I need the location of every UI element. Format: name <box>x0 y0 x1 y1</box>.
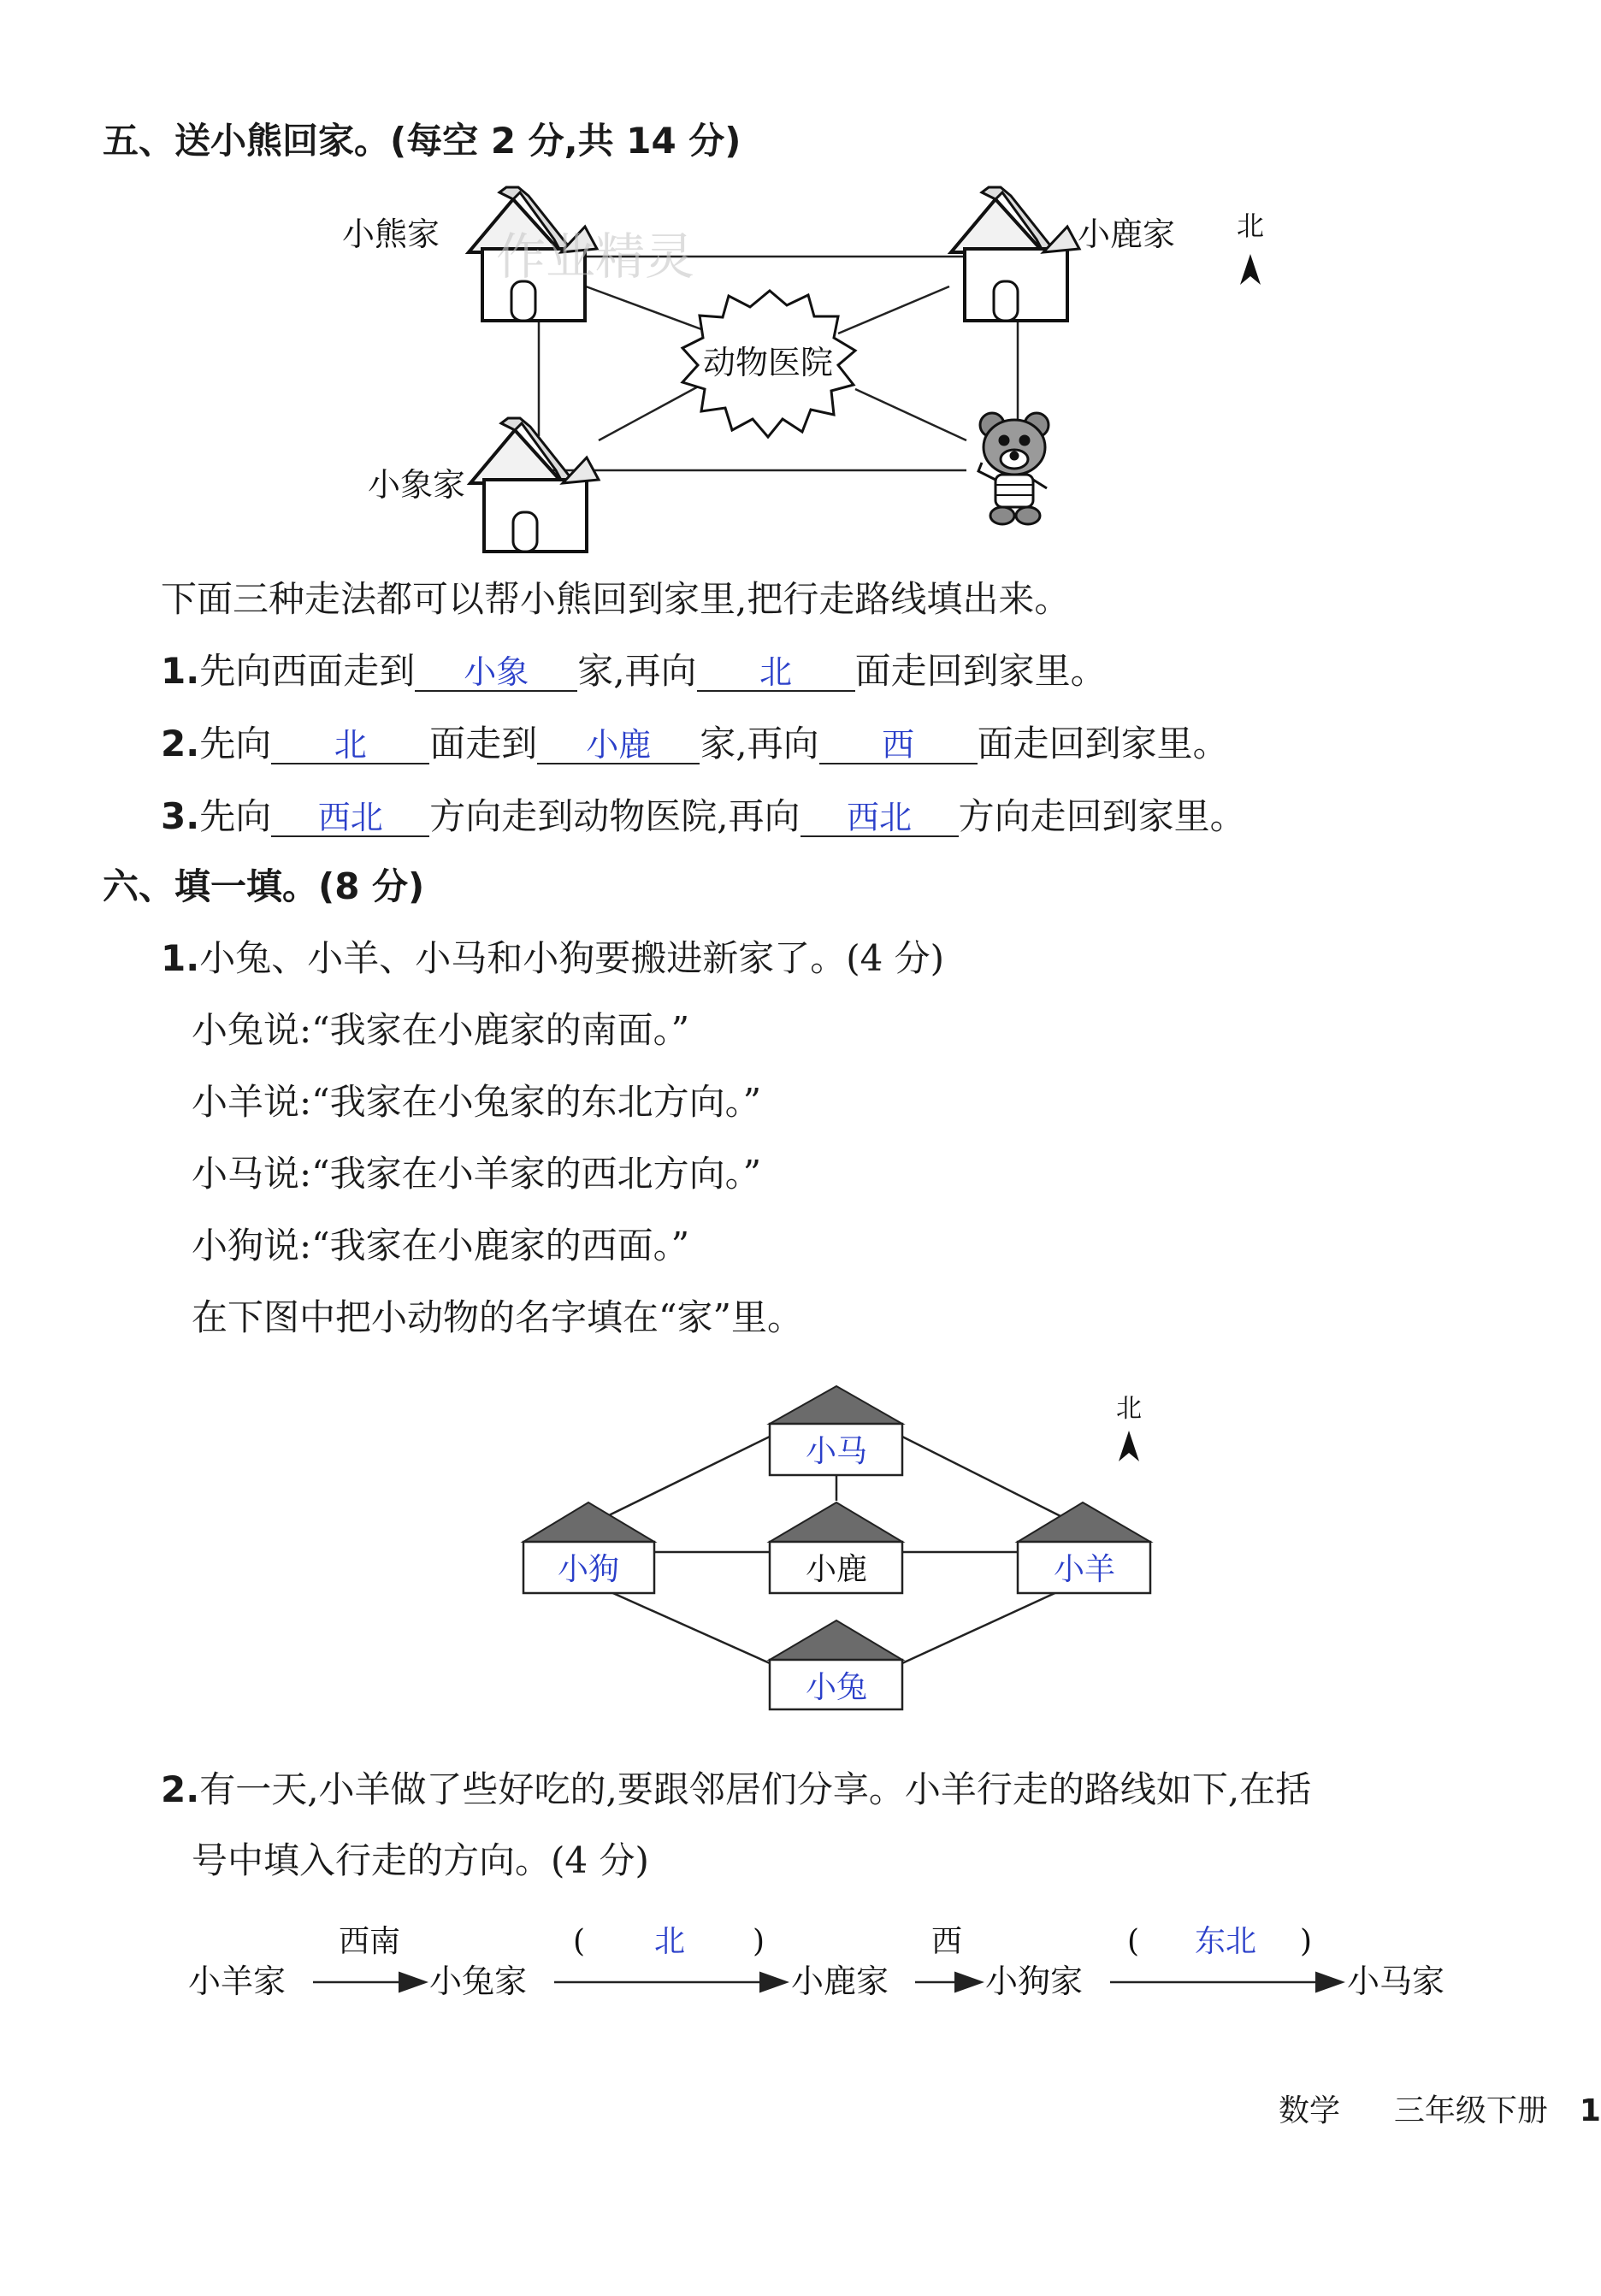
map-figure <box>342 175 1309 543</box>
route-answer[interactable]: 北 <box>653 1924 686 1959</box>
house-label-left[interactable]: 小狗 <box>557 1552 620 1587</box>
section6-q2-line1 <box>161 1762 1311 1813</box>
statement-line: 在下图中把小动物的名字填在“家”里。 <box>192 1296 803 1338</box>
answer-blank[interactable]: 北 <box>271 729 429 764</box>
house-label-right[interactable]: 小羊 <box>1053 1552 1116 1587</box>
hospital-label: 动物医院 <box>702 344 834 381</box>
elephant-house-icon <box>470 418 599 552</box>
houses-diagram <box>513 1381 1163 1715</box>
house-center <box>770 1502 902 1593</box>
q-text: 先向西面走到 <box>199 650 416 692</box>
bear-icon <box>978 413 1049 524</box>
house-left <box>523 1502 654 1593</box>
answer-blank[interactable]: 西北 <box>800 801 959 837</box>
q-text: 面走回到家里。 <box>854 650 1107 692</box>
route-direction: 西 <box>930 1924 963 1959</box>
house-right <box>1018 1502 1150 1593</box>
north-arrow-icon <box>1119 1431 1139 1461</box>
elephant-home-label: 小象家 <box>368 466 466 504</box>
footer-page-number: 1 <box>1579 2093 1601 2128</box>
paren-close: ) <box>753 1924 765 1959</box>
house-bottom <box>770 1620 902 1709</box>
footer-grade: 三年级下册 <box>1393 2093 1548 2128</box>
bear-home-label: 小熊家 <box>342 215 440 253</box>
route-diagram <box>188 1915 1488 2010</box>
q-text: 方向走到动物医院,再向 <box>429 795 800 837</box>
section5-q3 <box>161 788 1246 840</box>
q-number: 2. <box>161 1768 200 1810</box>
route-node: 小鹿家 <box>791 1963 889 2000</box>
watermark: 作业精灵 <box>496 227 695 286</box>
footer <box>1279 2086 1601 2130</box>
route-direction: 西南 <box>338 1924 401 1959</box>
route-node: 小狗家 <box>985 1963 1084 2000</box>
paren-open: ( <box>573 1924 586 1959</box>
north-label: 北 <box>1116 1394 1142 1424</box>
house-label-bottom[interactable]: 小兔 <box>805 1670 868 1705</box>
section5-title: 五、送小熊回家。(每空 2 分,共 14 分) <box>103 120 741 162</box>
answer-blank[interactable]: 小象 <box>415 656 577 692</box>
q-text: 先向 <box>199 795 272 837</box>
answer-blank[interactable]: 西北 <box>271 801 429 837</box>
route-answer[interactable]: 东北 <box>1194 1924 1257 1959</box>
section6-q2-line2: 号中填入行走的方向。(4 分) <box>192 1839 649 1881</box>
route-node: 小羊家 <box>188 1963 287 2000</box>
section6-q1-text <box>161 930 944 982</box>
section5-q1 <box>161 643 1107 694</box>
q-text: 有一天,小羊做了些好吃的,要跟邻居们分享。小羊行走的路线如下,在括 <box>199 1768 1312 1810</box>
paren-close: ) <box>1300 1924 1313 1959</box>
answer-blank[interactable]: 小鹿 <box>537 729 700 764</box>
house-label-center: 小鹿 <box>805 1552 868 1587</box>
deer-home-label: 小鹿家 <box>1078 215 1176 253</box>
section6-title: 六、填一填。(8 分) <box>103 865 425 907</box>
section5-intro: 下面三种走法都可以帮小熊回到家里,把行走路线填出来。 <box>161 578 1071 620</box>
answer-blank[interactable]: 西 <box>819 729 978 764</box>
deer-house-icon <box>951 187 1079 321</box>
footer-subject: 数学 <box>1279 2093 1341 2128</box>
q-number: 1. <box>161 937 200 979</box>
q-text: 面走到 <box>429 723 538 764</box>
statement-line: 小狗说:“我家在小鹿家的西面。” <box>192 1225 690 1266</box>
answer-blank[interactable]: 北 <box>697 656 855 692</box>
q-text: 面走回到家里。 <box>977 723 1229 764</box>
house-top <box>770 1386 902 1475</box>
q-number: 3. <box>161 795 200 837</box>
q-text: 先向 <box>199 723 272 764</box>
paren-open: ( <box>1127 1924 1140 1959</box>
north-label: 北 <box>1236 210 1265 242</box>
statement-line: 小兔说:“我家在小鹿家的南面。” <box>192 1009 690 1051</box>
route-node: 小马家 <box>1347 1963 1445 2000</box>
statement-line: 小马说:“我家在小羊家的西北方向。” <box>192 1153 762 1195</box>
q-text: 家,再向 <box>700 723 819 764</box>
q-number: 2. <box>161 723 200 764</box>
q-text: 家,再向 <box>577 650 697 692</box>
q-text: 小兔、小羊、小马和小狗要搬进新家了。(4 分) <box>199 937 945 979</box>
q-number: 1. <box>161 650 200 692</box>
q-text: 方向走回到家里。 <box>958 795 1246 837</box>
house-label-top[interactable]: 小马 <box>805 1434 868 1469</box>
north-arrow-icon <box>1240 254 1261 285</box>
statement-line: 小羊说:“我家在小兔家的东北方向。” <box>192 1081 762 1123</box>
route-node: 小兔家 <box>429 1963 528 2000</box>
section5-q2 <box>161 716 1229 767</box>
